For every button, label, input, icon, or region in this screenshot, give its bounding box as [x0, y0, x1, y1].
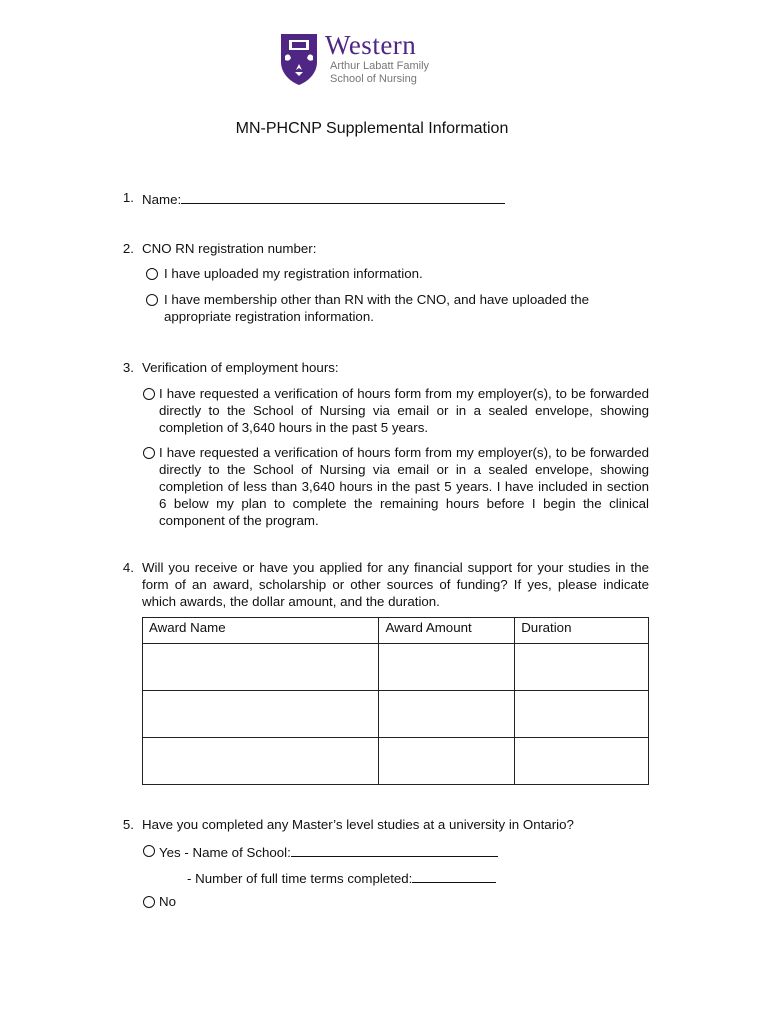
- q3-option-b-label: I have requested a verification of hours form from my employer(s), to be forwarded directly to the School of Nursing via email or in a sealed envelope, showing completion of less than 3,640 hours in the past 5 years. I have included in section 6 below my plan to complete the remaining hours before I begin the clinical component of the program.: [159, 445, 649, 528]
- award-name-header: Award Name: [143, 618, 379, 644]
- table-row: [143, 691, 649, 738]
- q3-label: Verification of employment hours:: [142, 360, 339, 375]
- school-name-field[interactable]: [291, 842, 498, 857]
- western-crest-icon: [279, 32, 319, 86]
- terms-completed-field[interactable]: [412, 868, 496, 883]
- logo-subtitle-1: Arthur Labatt Family: [330, 60, 430, 72]
- q3-option-b-radio[interactable]: [143, 447, 155, 459]
- q5-yes-label: Yes - Name of School:: [159, 845, 291, 860]
- q5-terms-label: - Number of full time terms completed:: [187, 871, 413, 886]
- logo-name: Western: [325, 30, 417, 60]
- q2-option-a-radio[interactable]: [146, 268, 158, 280]
- q4-label: Will you receive or have you applied for any financial support for your studies in the form of an award, scholarship or other sources of funding? If yes, please indicate which awards, the dollar amount, and the duration.: [142, 560, 649, 609]
- q1-name-row: [142, 189, 505, 208]
- q2-option-a-label: I have uploaded my registration information.: [164, 266, 423, 281]
- q2-number: 2.: [122, 241, 134, 256]
- table-row: [143, 644, 649, 691]
- q5-number: 5.: [122, 817, 134, 832]
- duration-header: Duration: [515, 618, 649, 644]
- awards-table: [142, 617, 649, 785]
- western-logo: [279, 30, 449, 90]
- award-amount-header: Award Amount: [379, 618, 515, 644]
- award-name-cell[interactable]: [143, 738, 379, 785]
- q3-option-a-radio[interactable]: [143, 388, 155, 400]
- q5-no-radio[interactable]: [143, 896, 155, 908]
- duration-cell[interactable]: [515, 691, 649, 738]
- award-name-cell[interactable]: [143, 644, 379, 691]
- q5-yes-radio[interactable]: [143, 845, 155, 857]
- name-field[interactable]: [181, 189, 505, 204]
- q5-no-label: No: [159, 894, 176, 909]
- q2-label: CNO RN registration number:: [142, 241, 317, 256]
- q5-yes-row: [159, 842, 498, 861]
- page-title: MN-PHCNP Supplemental Information: [235, 120, 509, 137]
- q2-option-b-line2: appropriate registration information.: [164, 309, 374, 324]
- award-amount-cell[interactable]: [379, 691, 515, 738]
- logo-subtitle-2: School of Nursing: [330, 73, 417, 85]
- q4-number: 4.: [122, 560, 134, 575]
- duration-cell[interactable]: [515, 738, 649, 785]
- q2-option-b-line1: I have membership other than RN with the CNO, and have uploaded the: [164, 292, 590, 307]
- award-amount-cell[interactable]: [379, 738, 515, 785]
- q5-label: Have you completed any Master’s level studies at a university in Ontario?: [142, 817, 574, 832]
- q2-option-b-radio[interactable]: [146, 294, 158, 306]
- q3-number: 3.: [122, 360, 134, 375]
- duration-cell[interactable]: [515, 644, 649, 691]
- awards-table-header: [143, 618, 649, 644]
- q5-terms-row: [187, 868, 496, 887]
- q3-option-a-label: I have requested a verification of hours form from my employer(s), to be forwarded directly to the School of Nursing via email or in a sealed envelope, showing completion of 3,640 hours in the past 5 years.: [159, 386, 649, 435]
- q1-label: Name:: [142, 192, 182, 207]
- q1-number: 1.: [122, 190, 134, 205]
- table-row: [143, 738, 649, 785]
- award-name-cell[interactable]: [143, 691, 379, 738]
- award-amount-cell[interactable]: [379, 644, 515, 691]
